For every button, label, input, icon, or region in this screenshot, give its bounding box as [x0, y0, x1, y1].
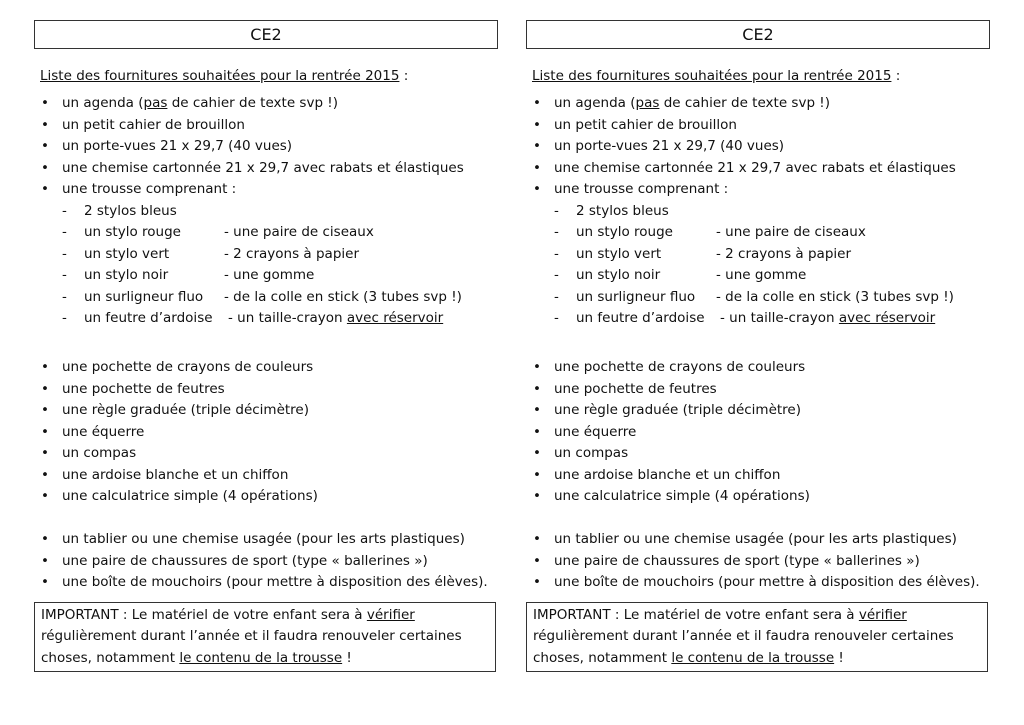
list-item: • un tablier ou une chemise usagée (pour les arts plastiques) [526, 529, 990, 551]
list-item: • une pochette de feutres [526, 379, 990, 401]
list-item: • un tablier ou une chemise usagée (pour les arts plastiques) [34, 529, 498, 551]
sub-item: - un stylo rouge - une paire de ciseaux [34, 222, 498, 244]
heading-underlined: Liste des fournitures souhaitées pour la rentrée 2015 [40, 68, 400, 84]
bullet-icon: • [533, 466, 541, 483]
bullet-icon: • [533, 445, 541, 461]
supplies-list-c [34, 529, 498, 594]
list-item: • une chemise cartonnée 21 x 29,7 avec rabats et élastiques [526, 158, 990, 180]
list-item: • une calculatrice simple (4 opérations) [34, 486, 498, 508]
bullet-icon: • [533, 402, 541, 418]
heading-suffix: : [891, 68, 901, 84]
dash-icon: - [62, 224, 67, 240]
class-title-box: CE2 [34, 20, 498, 49]
important-notice: IMPORTANT : Le matériel de votre enfant sera à vérifier régulièrement durant l’année et il faudra renouveler certaines choses, notamment le contenu de la trousse ! [526, 602, 988, 673]
dash-icon: - [62, 245, 67, 262]
list-heading [532, 65, 990, 87]
bullet-icon: • [41, 116, 49, 133]
bullet-icon: • [41, 402, 49, 418]
list-item: • un agenda (pas de cahier de texte svp !) [34, 93, 498, 115]
bullet-icon: • [41, 423, 49, 440]
list-item: • un compas [526, 443, 990, 465]
heading-suffix: : [399, 68, 409, 84]
bullet-icon: • [41, 574, 49, 590]
list-item: • une boîte de mouchoirs (pour mettre à disposition des élèves). [526, 572, 990, 594]
sub-item: - un surligneur fluo - de la colle en stick (3 tubes svp !) [526, 287, 990, 309]
bullet-icon: • [41, 380, 49, 397]
list-item: • une calculatrice simple (4 opérations) [526, 486, 990, 508]
bullet-icon: • [533, 359, 541, 375]
list-item: • un porte-vues 21 x 29,7 (40 vues) [34, 136, 498, 158]
bullet-icon: • [41, 95, 49, 111]
right-column [526, 20, 990, 672]
heading-underlined: Liste des fournitures souhaitées pour la rentrée 2015 [532, 68, 892, 84]
dash-icon: - [554, 245, 559, 262]
pencil-case-list [34, 201, 498, 330]
dash-icon: - [554, 310, 559, 326]
bullet-icon: • [533, 181, 541, 197]
list-item: • une trousse comprenant : [526, 179, 990, 201]
bullet-icon: • [533, 423, 541, 440]
bullet-icon: • [41, 181, 49, 197]
bullet-icon: • [533, 488, 541, 504]
bullet-icon: • [533, 95, 541, 111]
list-item: • un petit cahier de brouillon [34, 115, 498, 137]
supplies-list-b [526, 357, 990, 508]
list-item: • une pochette de crayons de couleurs [34, 357, 498, 379]
bullet-icon: • [41, 552, 49, 569]
bullet-icon: • [533, 380, 541, 397]
list-item: • une règle graduée (triple décimètre) [526, 400, 990, 422]
list-item: • une pochette de crayons de couleurs [526, 357, 990, 379]
supplies-list-a [526, 93, 990, 201]
bullet-icon: • [533, 159, 541, 176]
list-heading [40, 65, 498, 87]
list-item: • une paire de chaussures de sport (type « ballerines ») [526, 551, 990, 573]
list-item: • une règle graduée (triple décimètre) [34, 400, 498, 422]
list-item: • une équerre [526, 422, 990, 444]
list-item: • une ardoise blanche et un chiffon [526, 465, 990, 487]
sub-item: - un stylo vert - 2 crayons à papier [526, 244, 990, 266]
bullet-icon: • [41, 359, 49, 375]
sub-item: - un stylo vert - 2 crayons à papier [34, 244, 498, 266]
list-item: • une paire de chaussures de sport (type « ballerines ») [34, 551, 498, 573]
sub-item: - un stylo rouge - une paire de ciseaux [526, 222, 990, 244]
dash-icon: - [62, 288, 67, 305]
important-notice: IMPORTANT : Le matériel de votre enfant sera à vérifier régulièrement durant l’année et il faudra renouveler certaines choses, notamment le contenu de la trousse ! [34, 602, 496, 673]
pencil-case-list [526, 201, 990, 330]
bullet-icon: • [41, 488, 49, 504]
bullet-icon: • [41, 531, 49, 547]
sub-item: - un feutre d’ardoise - un taille-crayon avec réservoir [526, 308, 990, 330]
sub-item: - 2 stylos bleus [34, 201, 498, 223]
bullet-icon: • [41, 138, 49, 154]
bullet-icon: • [41, 445, 49, 461]
list-item: • un porte-vues 21 x 29,7 (40 vues) [526, 136, 990, 158]
bullet-icon: • [533, 116, 541, 133]
supplies-list-b [34, 357, 498, 508]
sub-item: - un stylo noir - une gomme [526, 265, 990, 287]
class-title-box: CE2 [526, 20, 990, 49]
sub-item: - un surligneur fluo - de la colle en stick (3 tubes svp !) [34, 287, 498, 309]
list-item: • un agenda (pas de cahier de texte svp !) [526, 93, 990, 115]
bullet-icon: • [533, 574, 541, 590]
sub-item: - un feutre d’ardoise - un taille-crayon avec réservoir [34, 308, 498, 330]
dash-icon: - [554, 288, 559, 305]
supplies-list-a [34, 93, 498, 201]
sub-item: - un stylo noir - une gomme [34, 265, 498, 287]
sub-item: - 2 stylos bleus [526, 201, 990, 223]
list-item: • une boîte de mouchoirs (pour mettre à disposition des élèves). [34, 572, 498, 594]
list-item: • une équerre [34, 422, 498, 444]
list-item: • une chemise cartonnée 21 x 29,7 avec rabats et élastiques [34, 158, 498, 180]
dash-icon: - [62, 310, 67, 326]
dash-icon: - [554, 202, 559, 219]
dash-icon: - [62, 202, 67, 219]
bullet-icon: • [533, 552, 541, 569]
bullet-icon: • [41, 466, 49, 483]
bullet-icon: • [533, 138, 541, 154]
bullet-icon: • [41, 159, 49, 176]
dash-icon: - [554, 224, 559, 240]
list-item: • un compas [34, 443, 498, 465]
list-item: • un petit cahier de brouillon [526, 115, 990, 137]
dash-icon: - [554, 267, 559, 283]
list-item: • une ardoise blanche et un chiffon [34, 465, 498, 487]
supplies-list-c [526, 529, 990, 594]
list-item: • une pochette de feutres [34, 379, 498, 401]
list-item: • une trousse comprenant : [34, 179, 498, 201]
bullet-icon: • [533, 531, 541, 547]
dash-icon: - [62, 267, 67, 283]
left-column [34, 20, 498, 672]
